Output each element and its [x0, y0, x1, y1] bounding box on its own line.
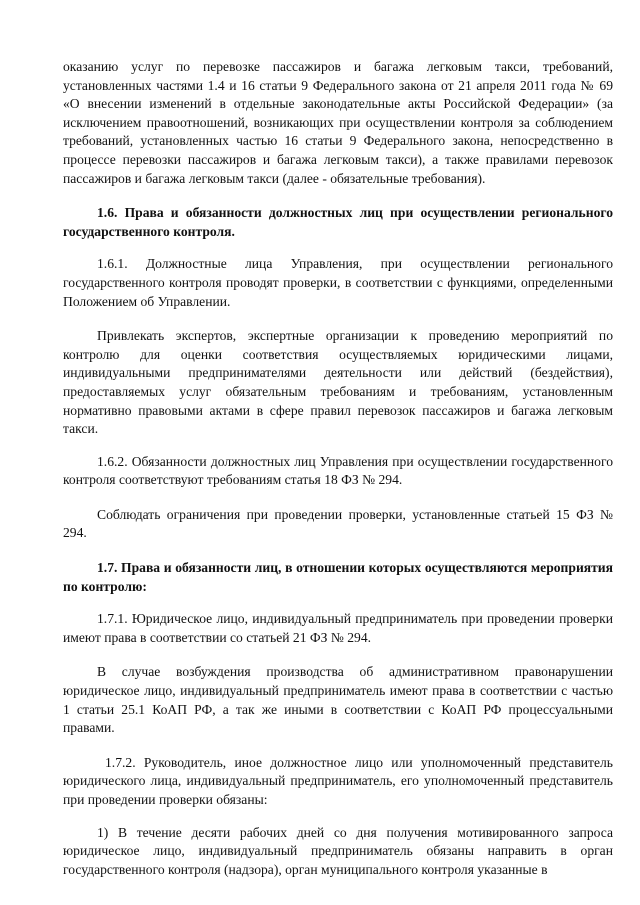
paragraph-experts: Привлекать экспертов, экспертные организации к проведению мероприятий по контролю для оценки соответствия осуществляемых юридическими лицами, индивидуальными предпринимателями деятельности или действий (бездействия), предоставляемых услуг обязательным требованиям и требованиям, установленным нормативно правовыми актами в сфере правил перевозок пассажиров и багажа легковым такси.	[63, 328, 613, 437]
document-page	[63, 58, 613, 879]
paragraph-intro: оказанию услуг по перевозке пассажиров и багажа легковым такси, требований, установленных частями 1.4 и 16 статьи 9 Федерального закона от 21 апреля 2011 года № 69 «О внесении изменений в отдельные законодательные акты Российской Федерации» (за исключением правоотношений, возникающих при осуществлении контроля за соблюдением требований, установленных частью 16 статьи 9 Федерального закона, непосредственно в процессе перевозки пассажиров и багажа легковым такси), а также правилами перевозок пассажиров и багажа легковым такси (далее - обязательные требования).	[63, 59, 613, 186]
paragraph-restrictions: Соблюдать ограничения при проведении проверки, установленные статьей 15 ФЗ № 294.	[63, 506, 613, 541]
heading-section-1-7: 1.7. Права и обязанности лиц, в отношении которых осуществляются мероприятия по контролю:	[63, 560, 613, 594]
heading-section-1-6: 1.6. Права и обязанности должностных лиц при осуществлении регионального государственного контроля.	[63, 205, 613, 239]
paragraph-obligation-1: 1) В течение десяти рабочих дней со дня получения мотивированного запроса юридическое лицо, индивидуальный предприниматель обязаны направить в орган государственного контроля (надзора), орган муниципального контроля указанные в	[63, 824, 613, 877]
paragraph-1-6-1: 1.6.1. Должностные лица Управления, при осуществлении регионального государственного контроля проводят проверки, в соответствии с функциями, определенными Положением об Управлении.	[63, 256, 613, 309]
paragraph-koap: В случае возбуждения производства об административном правонарушении юридическое лицо, индивидуальный предприниматель имеют права в соответствии с частью 1 статьи 25.1 КоАП РФ, а так же иными в соответствии с КоАП РФ процессуальными правами.	[63, 664, 613, 736]
paragraph-1-7-2: 1.7.2. Руководитель, иное должностное лицо или уполномоченный представитель юридического лица, индивидуальный предприниматель, его уполномоченный представитель при проведении проверки обязаны:	[63, 754, 613, 807]
paragraph-1-6-2: 1.6.2. Обязанности должностных лиц Управления при осуществлении государственного контроля соответствуют требованиям статья 18 ФЗ № 294.	[63, 453, 613, 488]
paragraph-1-7-1: 1.7.1. Юридическое лицо, индивидуальный предприниматель при проведении проверки имеют права в соответствии со статьей 21 ФЗ № 294.	[63, 611, 613, 645]
